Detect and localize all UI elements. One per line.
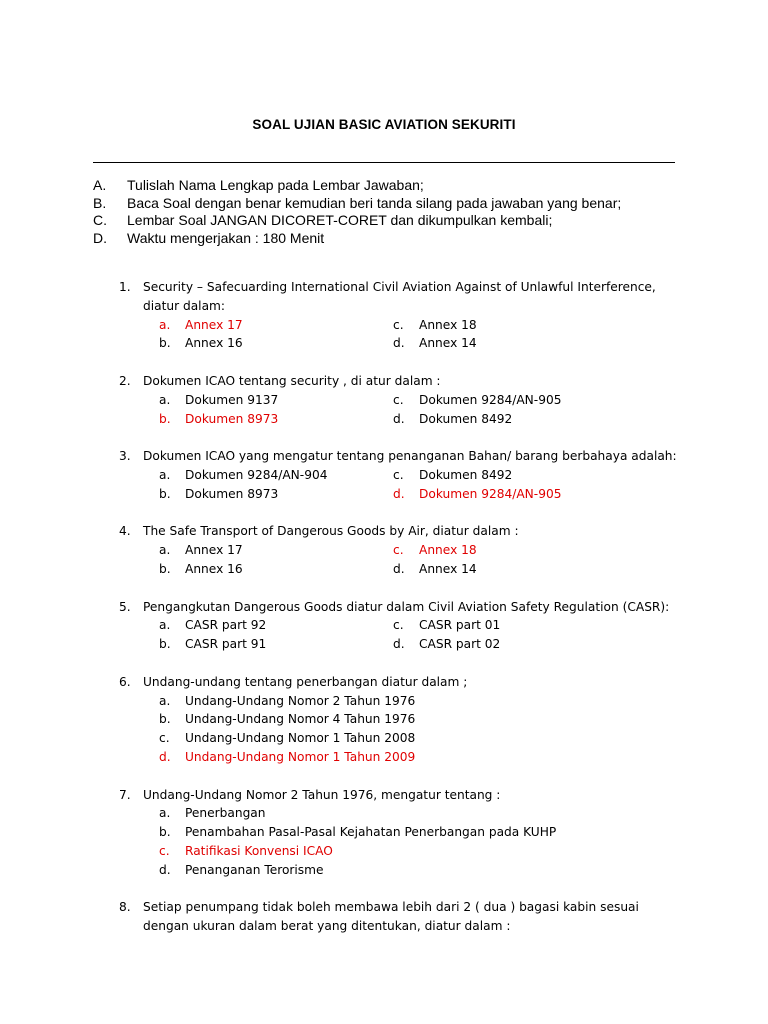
option-letter: c. xyxy=(393,392,404,407)
question-number: 7. xyxy=(119,787,131,802)
option-letter: d. xyxy=(393,411,405,426)
options-list xyxy=(119,391,679,429)
option-text: Annex 14 xyxy=(419,561,477,576)
option-letter: a. xyxy=(159,543,171,558)
option-row xyxy=(159,842,679,861)
option-letter: b. xyxy=(159,411,171,426)
option-letter: a. xyxy=(159,392,171,407)
instruction-letter: A. xyxy=(93,177,107,193)
option-text: Penerbangan xyxy=(185,806,266,821)
question-text: Undang-Undang Nomor 2 Tahun 1976, mengatur tentang : xyxy=(143,787,501,802)
instruction-item xyxy=(93,230,693,248)
option-letter: a. xyxy=(159,806,171,821)
answer-option xyxy=(393,316,627,335)
question-stem xyxy=(119,898,679,936)
answer-option-correct xyxy=(159,410,393,429)
option-row xyxy=(159,729,679,748)
option-letter: b. xyxy=(159,561,171,576)
option-text: Undang-Undang Nomor 1 Tahun 2008 xyxy=(185,731,416,746)
answer-option xyxy=(159,541,393,560)
answer-option xyxy=(159,391,393,410)
option-letter: d. xyxy=(393,486,405,501)
option-text: Dokumen 9284/AN-905 xyxy=(419,486,562,501)
option-row xyxy=(159,541,679,560)
option-text: Dokumen 8973 xyxy=(185,486,279,501)
question-item xyxy=(119,278,679,353)
answer-option xyxy=(159,635,393,654)
question-item xyxy=(119,673,679,767)
options-list xyxy=(119,541,679,579)
options-list xyxy=(119,316,679,354)
question-number: 2. xyxy=(119,373,131,388)
answer-option-correct xyxy=(159,842,333,861)
question-number: 3. xyxy=(119,449,131,464)
option-letter: a. xyxy=(159,618,171,633)
option-text: Dokumen 9284/AN-904 xyxy=(185,467,328,482)
title-divider xyxy=(93,162,675,163)
option-letter: c. xyxy=(159,731,170,746)
question-number: 1. xyxy=(119,280,131,294)
option-text: Dokumen 9284/AN-905 xyxy=(419,392,562,407)
question-text: Dokumen ICAO yang mengatur tentang penanganan Bahan/ barang berbahaya adalah: xyxy=(143,449,677,464)
instruction-letter: D. xyxy=(93,229,107,246)
option-letter: c. xyxy=(393,618,404,633)
answer-option-correct xyxy=(393,541,627,560)
question-number: 5. xyxy=(119,599,131,614)
option-text: Penambahan Pasal-Pasal Kejahatan Penerbangan pada KUHP xyxy=(185,825,557,840)
option-letter: a. xyxy=(159,467,171,482)
instruction-letter: C. xyxy=(93,212,107,228)
instructions-list xyxy=(93,177,693,247)
option-row xyxy=(159,823,679,842)
option-row xyxy=(159,316,679,335)
question-item xyxy=(119,786,679,880)
option-row xyxy=(159,334,679,353)
option-row xyxy=(159,804,679,823)
question-text: The Safe Transport of Dangerous Goods by Air, diatur dalam : xyxy=(143,524,519,539)
option-text: Annex 18 xyxy=(419,317,477,332)
option-text: Undang-Undang Nomor 2 Tahun 1976 xyxy=(185,693,416,708)
option-letter: b. xyxy=(159,712,171,727)
option-letter: a. xyxy=(159,693,171,708)
answer-option xyxy=(393,410,627,429)
instruction-text: Lembar Soal JANGAN DICORET-CORET dan dikumpulkan kembali; xyxy=(127,212,553,228)
option-row xyxy=(159,861,679,880)
instruction-item xyxy=(93,177,693,195)
question-text: Undang-undang tentang penerbangan diatur dalam ; xyxy=(143,674,468,689)
answer-option xyxy=(159,334,393,353)
option-letter: a. xyxy=(159,317,171,332)
option-letter: c. xyxy=(393,543,404,558)
option-row xyxy=(159,485,679,504)
question-item xyxy=(119,522,679,578)
question-item xyxy=(119,447,679,503)
option-letter: d. xyxy=(159,862,171,877)
instruction-text: Waktu mengerjakan : 180 Menit xyxy=(127,229,325,246)
option-text: CASR part 91 xyxy=(185,637,267,652)
instruction-text: Tulislah Nama Lengkap pada Lembar Jawaban; xyxy=(127,177,424,193)
instruction-text: Baca Soal dengan benar kemudian beri tanda silang pada jawaban yang benar; xyxy=(127,194,622,211)
option-text: Annex 16 xyxy=(185,561,243,576)
option-row xyxy=(159,710,679,729)
question-item xyxy=(119,898,679,936)
option-letter: c. xyxy=(393,467,404,482)
options-list xyxy=(119,616,679,654)
instruction-item xyxy=(93,212,693,230)
option-letter: c. xyxy=(159,843,170,858)
questions-list xyxy=(119,278,679,955)
answer-option xyxy=(393,466,627,485)
option-text: Penanganan Terorisme xyxy=(185,862,324,877)
option-letter: d. xyxy=(393,336,405,351)
options-list xyxy=(119,804,679,879)
option-row xyxy=(159,692,679,711)
option-text: Undang-Undang Nomor 1 Tahun 2009 xyxy=(185,749,416,764)
answer-option xyxy=(393,560,627,579)
answer-option-correct xyxy=(159,316,393,335)
answer-option xyxy=(159,710,415,729)
question-item xyxy=(119,598,679,654)
option-text: CASR part 92 xyxy=(185,618,267,633)
question-number: 6. xyxy=(119,674,131,689)
option-letter: c. xyxy=(393,317,404,332)
question-number: 8. xyxy=(119,900,131,915)
answer-option xyxy=(159,616,393,635)
option-text: Annex 17 xyxy=(185,317,243,332)
option-text: Annex 17 xyxy=(185,543,243,558)
answer-option xyxy=(159,485,393,504)
question-number: 4. xyxy=(119,524,131,539)
option-letter: b. xyxy=(159,336,171,351)
question-stem xyxy=(119,673,679,692)
option-text: Annex 18 xyxy=(419,543,477,558)
option-letter: b. xyxy=(159,825,171,840)
option-text: Annex 16 xyxy=(185,336,243,351)
option-row xyxy=(159,391,679,410)
question-item xyxy=(119,372,679,428)
answer-option xyxy=(159,692,415,711)
question-text: Security – Safecuarding International Civil Aviation Against of Unlawful Interference, diatur dalam: xyxy=(143,280,656,313)
answer-option xyxy=(159,466,393,485)
option-text: Ratifikasi Konvensi ICAO xyxy=(185,843,333,858)
answer-option-correct xyxy=(393,485,627,504)
option-text: Dokumen 8492 xyxy=(419,411,513,426)
answer-option xyxy=(159,560,393,579)
question-stem xyxy=(119,786,679,805)
options-list xyxy=(119,692,679,767)
option-row xyxy=(159,635,679,654)
option-text: Annex 14 xyxy=(419,336,477,351)
option-text: Undang-Undang Nomor 4 Tahun 1976 xyxy=(185,712,416,727)
answer-option xyxy=(159,861,324,880)
answer-option-correct xyxy=(159,748,415,767)
option-letter: d. xyxy=(393,637,405,652)
option-row xyxy=(159,560,679,579)
option-letter: d. xyxy=(393,561,405,576)
question-text: Dokumen ICAO tentang security , di atur dalam : xyxy=(143,373,441,388)
answer-option xyxy=(159,804,266,823)
options-list xyxy=(119,466,679,504)
option-row xyxy=(159,410,679,429)
question-text: Setiap penumpang tidak boleh membawa lebih dari 2 ( dua ) bagasi kabin sesuai dengan ukuran dalam berat yang ditentukan, diatur dalam : xyxy=(143,900,639,934)
option-letter: b. xyxy=(159,486,171,501)
option-text: Dokumen 8973 xyxy=(185,411,279,426)
option-text: Dokumen 8492 xyxy=(419,467,513,482)
question-text: Pengangkutan Dangerous Goods diatur dalam Civil Aviation Safety Regulation (CASR): xyxy=(143,599,670,614)
question-stem xyxy=(119,598,679,617)
question-stem xyxy=(119,372,679,391)
option-text: CASR part 02 xyxy=(419,637,501,652)
option-text: CASR part 01 xyxy=(419,618,501,633)
answer-option xyxy=(393,391,627,410)
option-letter: b. xyxy=(159,637,171,652)
document-title: SOAL UJIAN BASIC AVIATION SEKURITI xyxy=(252,117,516,132)
answer-option xyxy=(159,729,415,748)
instruction-letter: B. xyxy=(93,194,107,211)
option-row xyxy=(159,466,679,485)
instruction-item xyxy=(93,195,693,213)
question-stem xyxy=(119,447,679,466)
answer-option xyxy=(159,823,556,842)
question-stem xyxy=(119,278,679,316)
option-text: Dokumen 9137 xyxy=(185,392,279,407)
question-stem xyxy=(119,522,679,541)
option-letter: d. xyxy=(159,749,171,764)
option-row xyxy=(159,616,679,635)
answer-option xyxy=(393,635,627,654)
answer-option xyxy=(393,616,627,635)
option-row xyxy=(159,748,679,767)
answer-option xyxy=(393,334,627,353)
